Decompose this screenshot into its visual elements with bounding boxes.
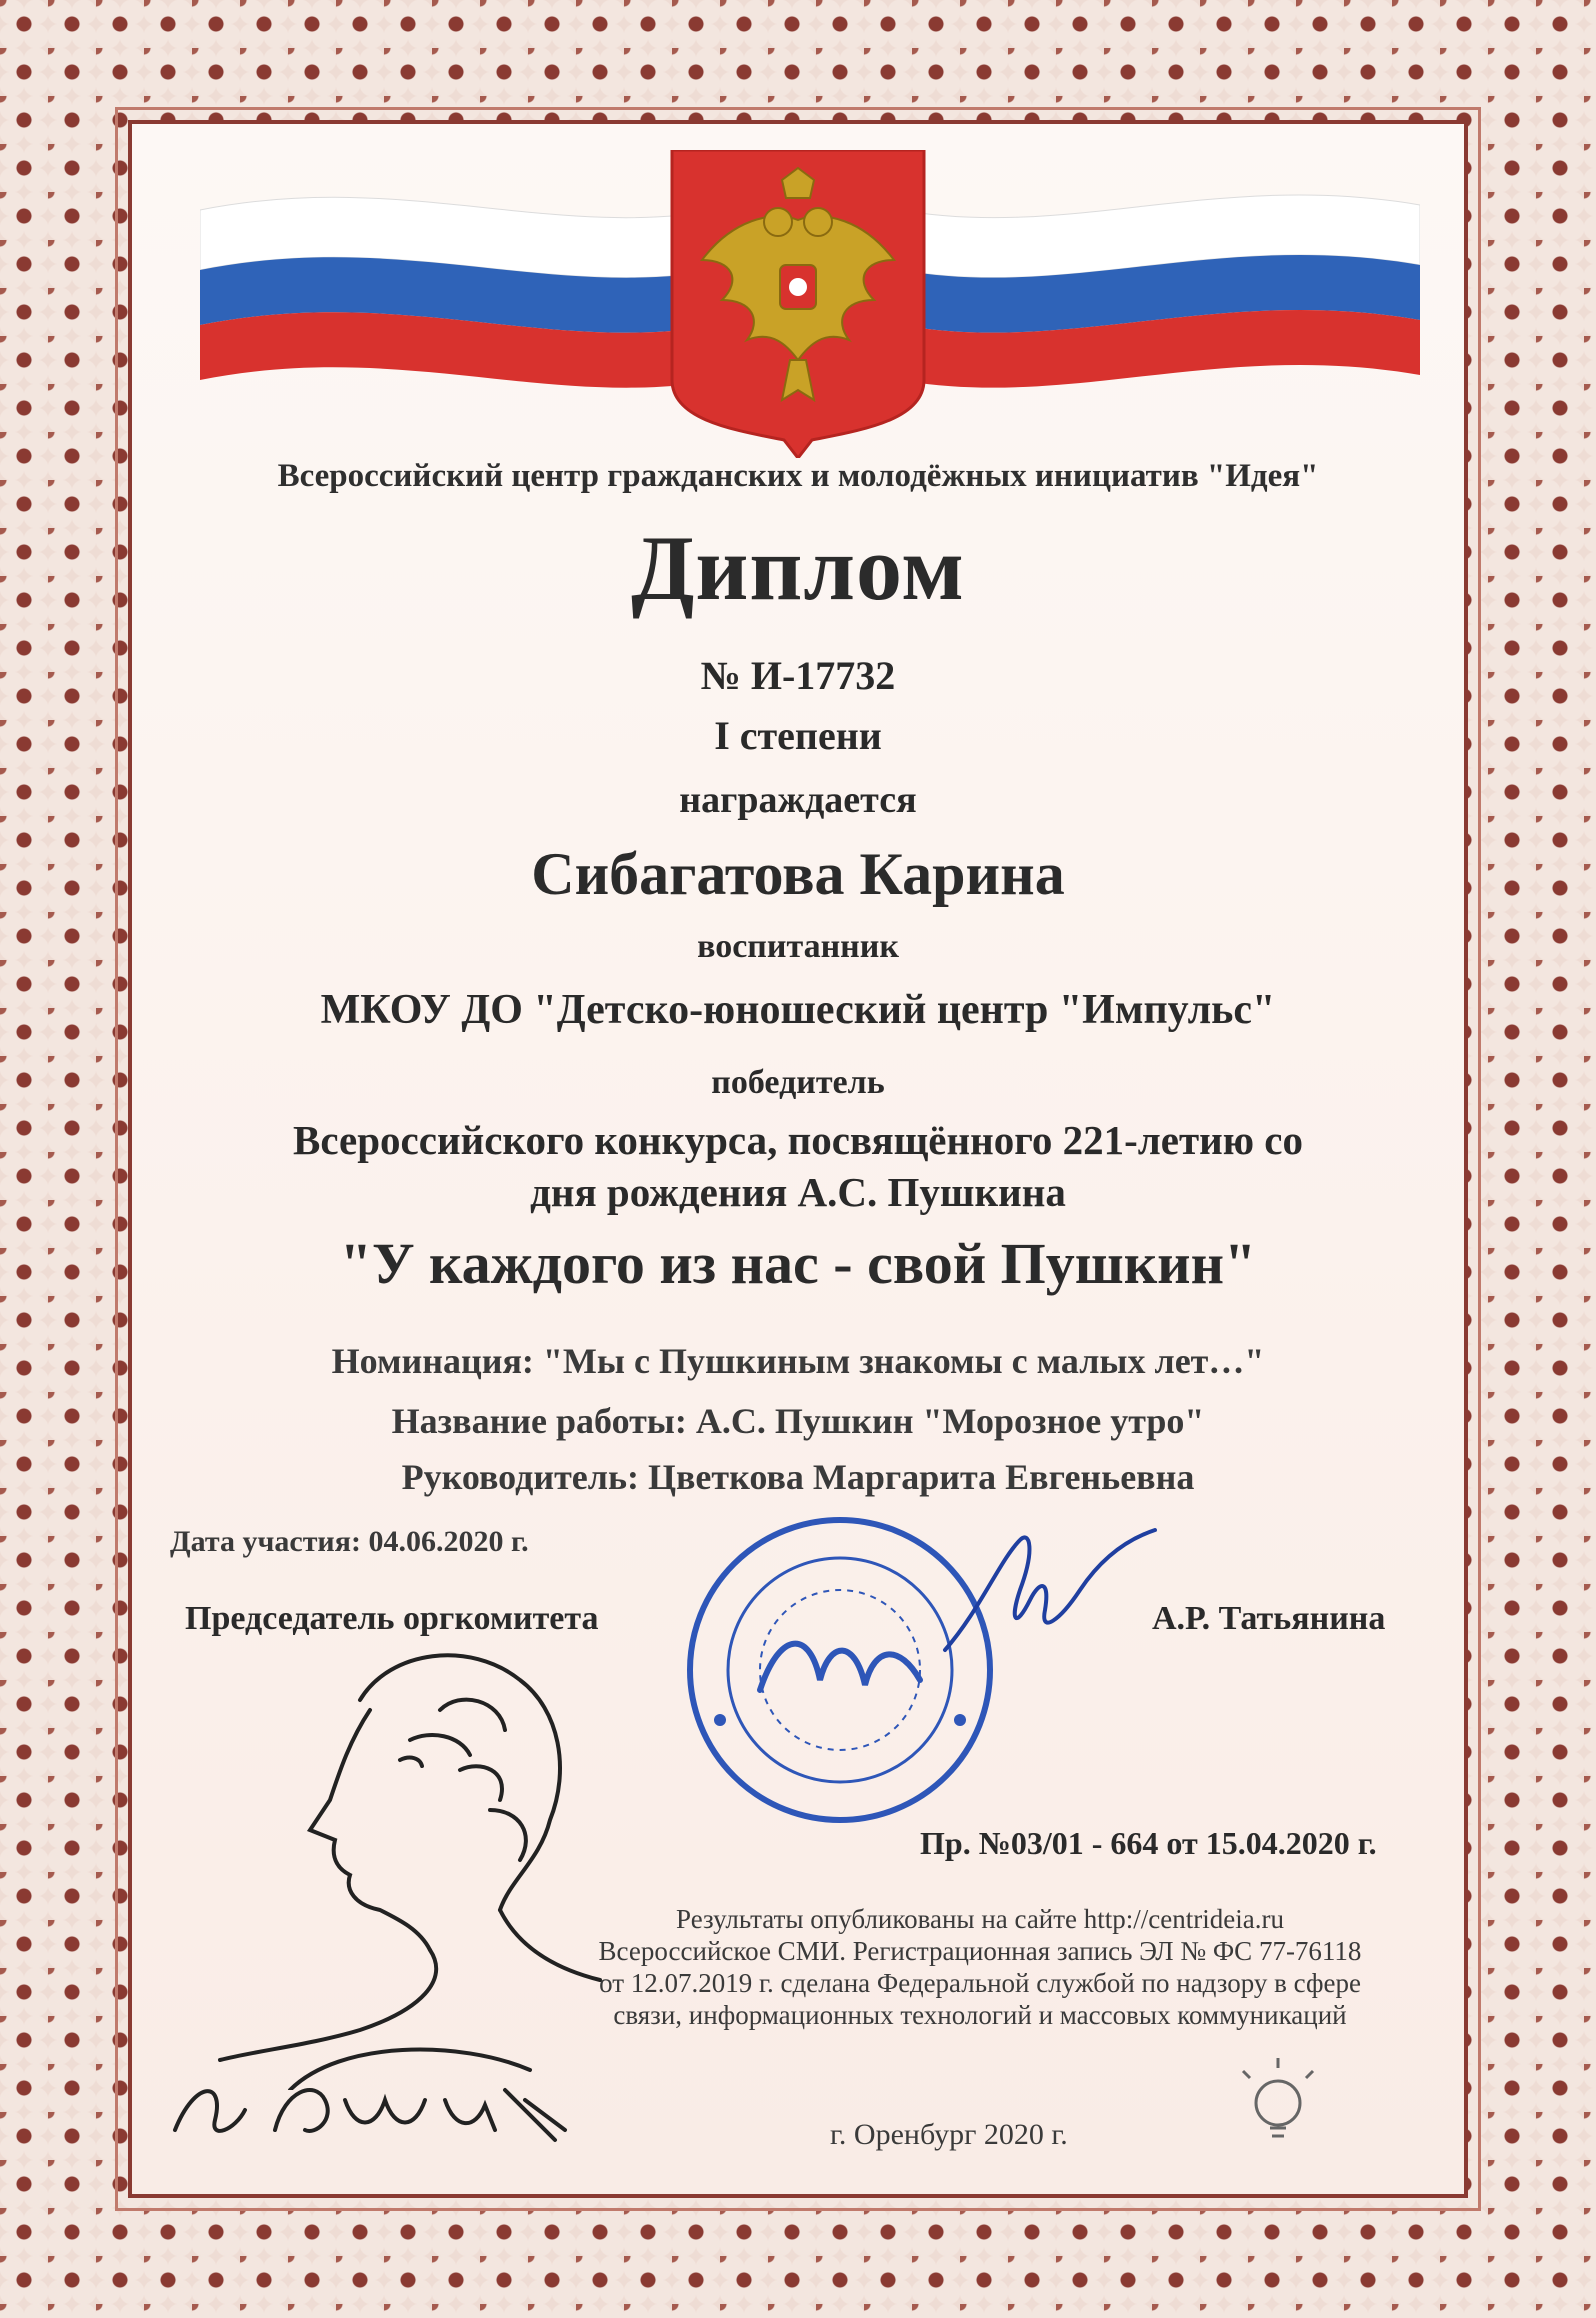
- contest-name: "У каждого из нас - свой Пушкин": [339, 1231, 1257, 1296]
- diploma-number: № И-17732: [700, 653, 896, 698]
- supervisor: Руководитель: Цветкова Маргарита Евгеньевна: [401, 1457, 1195, 1497]
- organization-name: Всероссийский центр гражданских и молодёжных инициатив "Идея": [277, 458, 1319, 494]
- signature-icon: [940, 1520, 1160, 1670]
- awarded-label: награждается: [679, 779, 917, 821]
- footer-line: от 12.07.2019 г. сделана Федеральной службой по надзору в сфере: [599, 1968, 1361, 1998]
- nomination: Номинация: "Мы с Пушкиным знакомы с малых лет…": [331, 1341, 1265, 1381]
- footer-line: Результаты опубликованы на сайте http://centrideia.ru: [676, 1904, 1284, 1934]
- order-number: Пр. №03/01 - 664 от 15.04.2020 г.: [920, 1825, 1377, 1861]
- chair-name: А.Р. Татьянина: [1152, 1600, 1386, 1637]
- footer-line: Всероссийское СМИ. Регистрационная запись ЭЛ № ФС 77-76118: [598, 1936, 1362, 1966]
- participation-date: Дата участия: 04.06.2020 г.: [170, 1525, 529, 1558]
- coat-of-arms-icon: [662, 150, 934, 458]
- pushkin-autograph-icon: [165, 2060, 585, 2150]
- city-year: г. Оренбург 2020 г.: [830, 2118, 1068, 2151]
- winner-status: победитель: [711, 1064, 885, 1101]
- idea-logo-icon: [1238, 2048, 1438, 2158]
- diploma-title: Диплом: [631, 517, 965, 619]
- diploma-degree: I степени: [714, 713, 882, 758]
- footer-info: [540, 1903, 1420, 2031]
- contest-description-line2: дня рождения А.С. Пушкина: [530, 1169, 1066, 1215]
- contest-description-line1: Всероссийского конкурса, посвящённого 221-летию со: [293, 1117, 1303, 1163]
- institution-name: МКОУ ДО "Детско-юношеский центр "Импульс": [320, 987, 1276, 1033]
- recipient-role: воспитанник: [697, 928, 899, 965]
- work-title: Название работы: А.С. Пушкин "Морозное утро": [391, 1401, 1205, 1441]
- footer-line: связи, информационных технологий и массовых коммуникаций: [613, 2000, 1347, 2030]
- recipient-name: Сибагатова Карина: [531, 841, 1065, 907]
- chair-label: Председатель оргкомитета: [185, 1600, 599, 1637]
